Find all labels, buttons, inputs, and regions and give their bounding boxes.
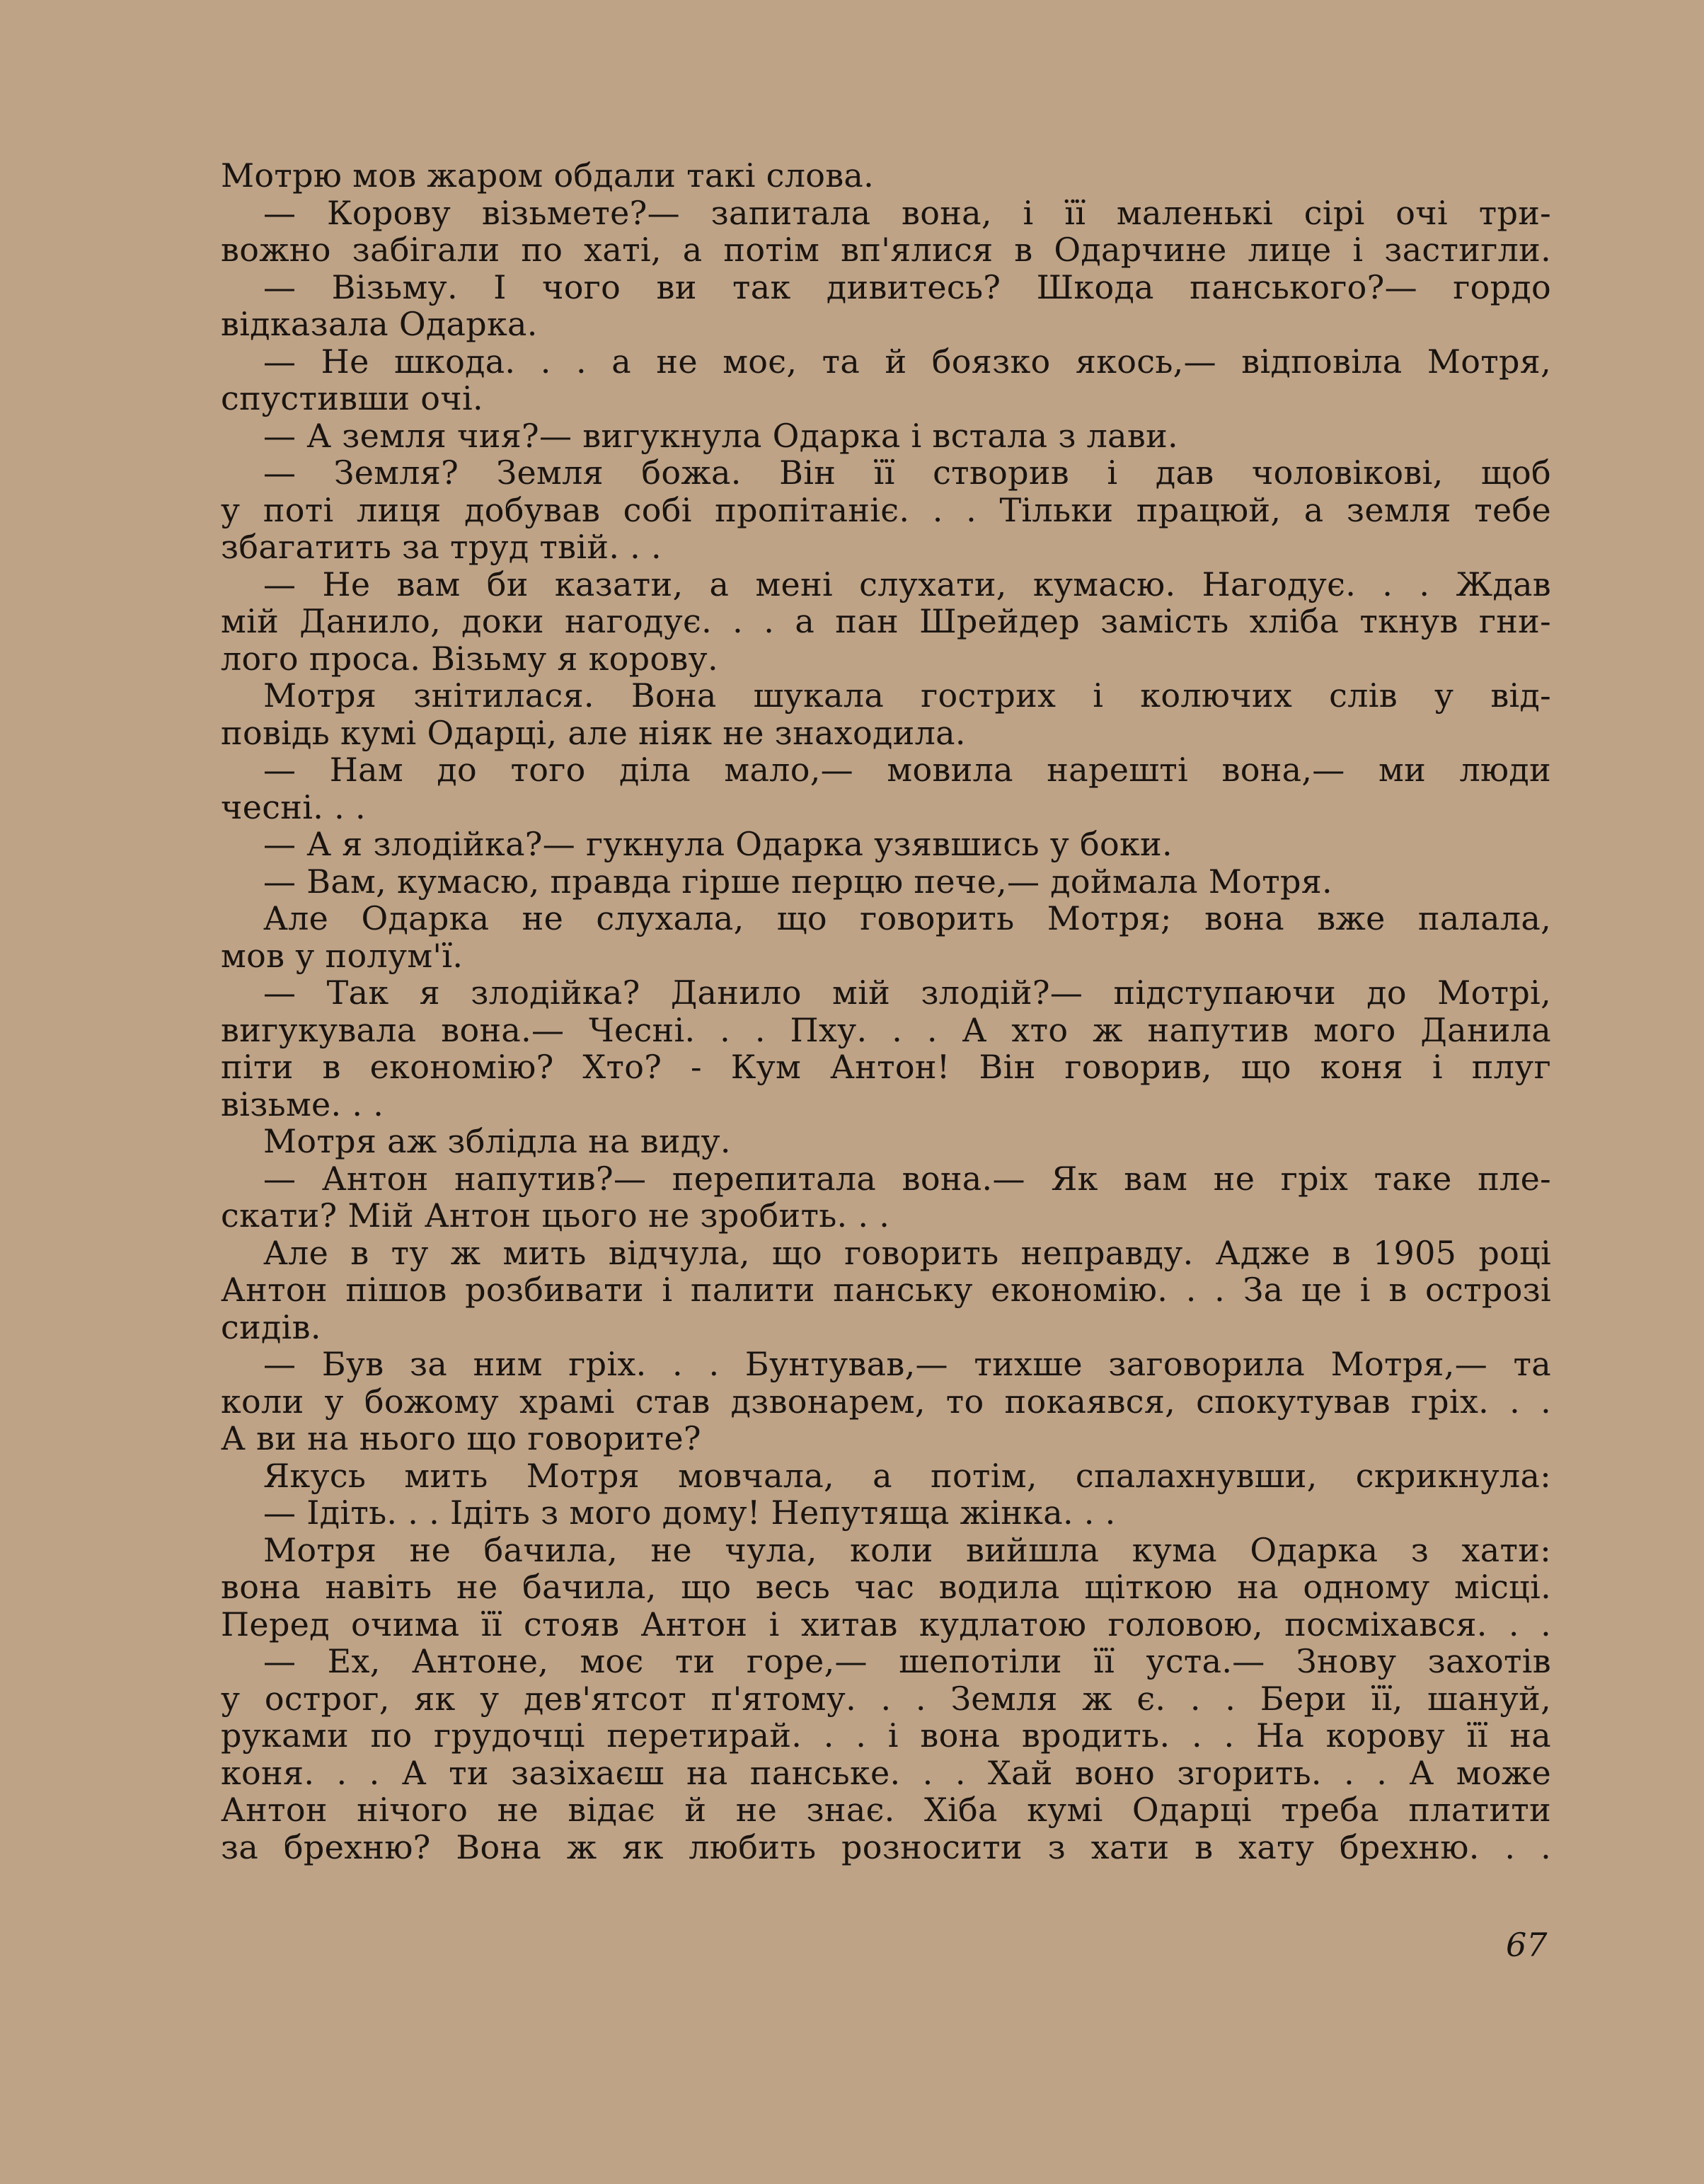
- text-line: Якусь мить Мотря мовчала, а потім, спалахнувши, скрикнула:: [263, 1457, 1551, 1494]
- text-line: — А земля чия?— вигукнула Одарка і встала з лави.: [263, 417, 1178, 454]
- text-line: коли у божому храмі став дзвонарем, то покаявся, спокутував гріх. . .: [221, 1382, 1551, 1420]
- text-line: — Корову візьмете?— запитала вона, і її маленькі сірі очі три-: [263, 194, 1551, 231]
- text-line: Перед очима її стояв Антон і хитав кудлатою головою, посміхався. . .: [221, 1605, 1551, 1643]
- text-line: повідь кумі Одарці, але ніяк не знаходила.: [221, 714, 966, 751]
- text-line: піти в економію? Хто? - Кум Антон! Він говорив, що коня і плуг: [221, 1048, 1551, 1086]
- text-line: — Ех, Антоне, моє ти горе,— шепотіли її уста.— Знову захотів: [263, 1643, 1551, 1680]
- text-line: скати? Мій Антон цього не зробить. . .: [221, 1197, 890, 1235]
- text-line: руками по грудочці перетирай. . . і вона вродить. . . На корову її на: [221, 1717, 1551, 1755]
- text-line: — Земля? Земля божа. Він її створив і дав чоловікові, щоб: [263, 454, 1551, 492]
- text-line: — Був за ним гріх. . . Бунтував,— тихше заговорила Мотря,— та: [263, 1346, 1551, 1383]
- text-line: Мотрю мов жаром обдали такі слова.: [221, 157, 875, 195]
- text-line: вона навіть не бачила, що весь час водила щіткою на одному місці.: [221, 1568, 1551, 1606]
- text-line: — Візьму. І чого ви так дивитесь? Шкода панського?— гордо: [263, 268, 1551, 306]
- text-line: — Вам, кумасю, правда гірше перцю пече,— доймала Мотря.: [263, 862, 1332, 900]
- text-line: Мотря знітилася. Вона шукала гострих і колючих слів у від-: [263, 677, 1551, 715]
- text-line: коня. . . А ти зазіхаєш на панське. . . Хай воно згорить. . . А може: [221, 1754, 1551, 1791]
- text-line: Мотря не бачила, не чула, коли вийшла кума Одарка з хати:: [263, 1531, 1551, 1568]
- text-line: — Так я злодійка? Данило мій злодій?— підступаючи до Мотрі,: [263, 974, 1551, 1012]
- text-line: А ви на нього що говорите?: [221, 1420, 701, 1457]
- text-line: — Антон напутив?— перепитала вона.— Як вам не гріх таке пле-: [263, 1160, 1551, 1197]
- text-line: спустивши очі.: [221, 380, 483, 417]
- text-line: — Ідіть. . . Ідіть з мого дому! Непутяща жінка. . .: [263, 1494, 1116, 1532]
- text-line: вигукувала вона.— Чесні. . . Пху. . . А хто ж напутив мого Данила: [221, 1011, 1551, 1048]
- text-line: — Нам до того діла мало,— мовила нарешті вона,— ми люди: [263, 751, 1551, 789]
- text-line: Але Одарка не слухала, що говорить Мотря; вона вже палала,: [263, 900, 1551, 937]
- text-line: мов у полум'ї.: [221, 937, 464, 974]
- page-number: 67: [1506, 1926, 1548, 1964]
- page-text: [221, 157, 1551, 1866]
- text-line: мій Данило, доки нагодує. . . а пан Шрейдер замість хліба ткнув гни-: [221, 603, 1551, 640]
- text-line: у острог, як у дев'ятсот п'ятому. . . Земля ж є. . . Бери її, шануй,: [221, 1680, 1551, 1717]
- text-line: за брехню? Вона ж як любить розносити з хати в хату брехню. . .: [221, 1828, 1551, 1866]
- text-line: — Не шкода. . . а не моє, та й боязко якось,— відповіла Мотря,: [263, 342, 1551, 380]
- text-line: у поті лиця добував собі пропітаніє. . . Тільки працюй, а земля тебе: [221, 491, 1551, 528]
- text-line: сидів.: [221, 1308, 321, 1346]
- text-line: — Не вам би казати, а мені слухати, кумасю. Нагодує. . . Ждав: [263, 565, 1551, 603]
- text-line: Мотря аж зблідла на виду.: [263, 1123, 731, 1160]
- text-line: вожно забігали по хаті, а потім вп'ялися в Одарчине лице і застигли.: [221, 231, 1551, 269]
- text-line: збагатить за труд твій. . .: [221, 528, 662, 566]
- text-line: чесні. . .: [221, 788, 366, 826]
- text-line: Але в ту ж мить відчула, що говорить неправду. Адже в 1905 році: [263, 1234, 1551, 1271]
- text-line: відказала Одарка.: [221, 306, 538, 343]
- text-line: Антон нічого не відає й не знає. Хіба кумі Одарці треба платити: [221, 1791, 1551, 1829]
- text-line: Антон пішов розбивати і палити панську економію. . . За це і в острозі: [221, 1271, 1551, 1309]
- text-line: візьме. . .: [221, 1085, 384, 1123]
- text-line: лого проса. Візьму я корову.: [221, 640, 718, 677]
- text-line: — А я злодійка?— гукнула Одарка узявшись у боки.: [263, 826, 1173, 863]
